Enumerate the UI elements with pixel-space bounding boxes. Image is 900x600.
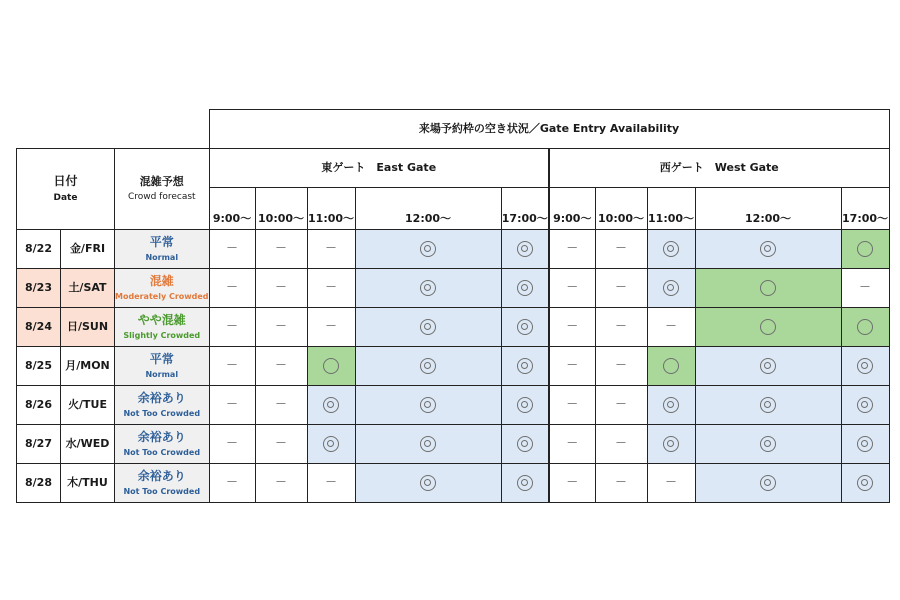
east-time-1: 10:00～: [255, 188, 307, 230]
west-slot-cell: [549, 308, 595, 347]
circle-icon: [323, 358, 339, 374]
date-header-en: Date: [53, 192, 78, 203]
unavailable-dash: －: [566, 436, 579, 451]
east-slot-cell: [501, 230, 549, 269]
crowd-forecast-jp: やや混雑: [137, 313, 186, 327]
double-circle-icon: [857, 358, 873, 374]
east-slot-cell: [501, 269, 549, 308]
east-slot-cell: [355, 347, 501, 386]
east-slot-cell: [307, 230, 355, 269]
double-circle-icon: [420, 319, 436, 335]
east-slot-cell: [255, 269, 307, 308]
west-gate-header: 西ゲート West Gate: [549, 149, 889, 188]
unavailable-dash: －: [275, 358, 288, 373]
crowd-forecast-en: Slightly Crowded: [123, 330, 201, 340]
east-gate-header: 東ゲート East Gate: [209, 149, 549, 188]
table-row: [17, 230, 890, 269]
date-cell: 8/28: [17, 464, 61, 503]
west-time-4: 17:00～: [841, 188, 889, 230]
double-circle-icon: [420, 241, 436, 257]
unavailable-dash: －: [226, 319, 239, 334]
west-slot-cell: [647, 464, 695, 503]
east-slot-cell: [501, 464, 549, 503]
west-slot-cell: [841, 386, 889, 425]
crowd-forecast-en: Moderately Crowded: [115, 291, 209, 301]
unavailable-dash: －: [566, 280, 579, 295]
unavailable-dash: －: [275, 280, 288, 295]
circle-icon: [760, 280, 776, 296]
unavailable-dash: －: [665, 319, 678, 334]
date-cell: 8/22: [17, 230, 61, 269]
crowd-forecast-jp: 平常: [149, 352, 174, 366]
unavailable-dash: －: [615, 358, 628, 373]
table-row: [17, 425, 890, 464]
double-circle-icon: [760, 358, 776, 374]
west-slot-cell: [595, 230, 647, 269]
west-slot-cell: [549, 269, 595, 308]
double-circle-icon: [663, 280, 679, 296]
crowd-forecast-jp: 混雑: [149, 274, 174, 288]
crowd-forecast-cell: [115, 386, 210, 425]
west-time-3: 12:00～: [695, 188, 841, 230]
east-slot-cell: [355, 425, 501, 464]
date-header: [17, 149, 115, 230]
double-circle-icon: [663, 241, 679, 257]
unavailable-dash: －: [226, 475, 239, 490]
unavailable-dash: －: [275, 397, 288, 412]
availability-table: [16, 109, 890, 503]
date-cell: 8/25: [17, 347, 61, 386]
day-cell: 金/FRI: [61, 230, 115, 269]
double-circle-icon: [517, 280, 533, 296]
west-time-0: 9:00～: [549, 188, 595, 230]
east-slot-cell: [255, 230, 307, 269]
west-slot-cell: [595, 386, 647, 425]
west-slot-cell: [647, 230, 695, 269]
double-circle-icon: [857, 436, 873, 452]
west-slot-cell: [841, 425, 889, 464]
unavailable-dash: －: [665, 475, 678, 490]
east-time-0: 9:00～: [209, 188, 255, 230]
double-circle-icon: [663, 397, 679, 413]
unavailable-dash: －: [226, 358, 239, 373]
west-slot-cell: [695, 386, 841, 425]
circle-icon: [857, 241, 873, 257]
east-slot-cell: [307, 464, 355, 503]
west-slot-cell: [647, 347, 695, 386]
west-slot-cell: [695, 230, 841, 269]
unavailable-dash: －: [615, 241, 628, 256]
table-row: [17, 308, 890, 347]
double-circle-icon: [517, 358, 533, 374]
double-circle-icon: [760, 241, 776, 257]
west-slot-cell: [841, 347, 889, 386]
double-circle-icon: [420, 397, 436, 413]
crowd-forecast-cell: [115, 269, 210, 308]
east-slot-cell: [255, 386, 307, 425]
crowd-forecast-en: Not Too Crowded: [123, 447, 201, 457]
double-circle-icon: [760, 475, 776, 491]
unavailable-dash: －: [275, 475, 288, 490]
crowd-forecast-cell: [115, 347, 210, 386]
west-slot-cell: [695, 269, 841, 308]
unavailable-dash: －: [615, 319, 628, 334]
double-circle-icon: [420, 358, 436, 374]
unavailable-dash: －: [325, 475, 338, 490]
unavailable-dash: －: [615, 436, 628, 451]
west-slot-cell: [549, 347, 595, 386]
crowd-forecast-cell: [115, 230, 210, 269]
east-slot-cell: [355, 386, 501, 425]
west-slot-cell: [647, 386, 695, 425]
unavailable-dash: －: [566, 397, 579, 412]
day-cell: 日/SUN: [61, 308, 115, 347]
unavailable-dash: －: [615, 475, 628, 490]
unavailable-dash: －: [275, 241, 288, 256]
data-rows: [17, 230, 890, 503]
unavailable-dash: －: [325, 241, 338, 256]
circle-icon: [663, 358, 679, 374]
double-circle-icon: [857, 475, 873, 491]
crowd-forecast-en: Normal: [145, 252, 179, 262]
unavailable-dash: －: [226, 280, 239, 295]
east-slot-cell: [209, 230, 255, 269]
crowd-forecast-en: Not Too Crowded: [123, 408, 201, 418]
east-slot-cell: [355, 230, 501, 269]
double-circle-icon: [323, 436, 339, 452]
west-slot-cell: [549, 386, 595, 425]
crowd-forecast-jp: 余裕あり: [137, 391, 186, 405]
east-slot-cell: [209, 425, 255, 464]
east-slot-cell: [307, 386, 355, 425]
unavailable-dash: －: [325, 319, 338, 334]
day-cell: 火/TUE: [61, 386, 115, 425]
table-row: [17, 269, 890, 308]
day-cell: 月/MON: [61, 347, 115, 386]
day-cell: 土/SAT: [61, 269, 115, 308]
west-slot-cell: [549, 464, 595, 503]
double-circle-icon: [323, 397, 339, 413]
table-row: [17, 347, 890, 386]
table-row: [17, 464, 890, 503]
crowd-forecast-cell: [115, 464, 210, 503]
east-slot-cell: [209, 308, 255, 347]
east-time-3: 12:00～: [355, 188, 501, 230]
east-slot-cell: [501, 425, 549, 464]
west-slot-cell: [695, 464, 841, 503]
west-slot-cell: [595, 347, 647, 386]
table-title: 来場予約枠の空き状況／Gate Entry Availability: [209, 110, 889, 149]
west-slot-cell: [549, 425, 595, 464]
east-slot-cell: [255, 425, 307, 464]
east-slot-cell: [501, 308, 549, 347]
crowd-forecast-jp: 平常: [149, 235, 174, 249]
crowd-forecast-jp: 余裕あり: [137, 430, 186, 444]
west-slot-cell: [841, 464, 889, 503]
unavailable-dash: －: [325, 280, 338, 295]
west-slot-cell: [595, 308, 647, 347]
crowd-header: [115, 149, 210, 230]
west-time-1: 10:00～: [595, 188, 647, 230]
double-circle-icon: [420, 436, 436, 452]
unavailable-dash: －: [275, 436, 288, 451]
east-time-4: 17:00～: [501, 188, 549, 230]
crowd-header-jp: 混雑予想: [139, 174, 184, 188]
east-slot-cell: [209, 347, 255, 386]
unavailable-dash: －: [566, 319, 579, 334]
west-slot-cell: [841, 269, 889, 308]
east-slot-cell: [307, 269, 355, 308]
day-cell: 水/WED: [61, 425, 115, 464]
east-slot-cell: [307, 347, 355, 386]
crowd-forecast-jp: 余裕あり: [137, 469, 186, 483]
east-slot-cell: [355, 269, 501, 308]
double-circle-icon: [517, 241, 533, 257]
blank-corner: [17, 110, 210, 149]
crowd-forecast-cell: [115, 308, 210, 347]
west-slot-cell: [695, 308, 841, 347]
day-cell: 木/THU: [61, 464, 115, 503]
double-circle-icon: [420, 280, 436, 296]
east-slot-cell: [307, 425, 355, 464]
west-slot-cell: [841, 308, 889, 347]
circle-icon: [760, 319, 776, 335]
east-slot-cell: [307, 308, 355, 347]
east-slot-cell: [209, 386, 255, 425]
unavailable-dash: －: [566, 475, 579, 490]
west-slot-cell: [841, 230, 889, 269]
date-cell: 8/26: [17, 386, 61, 425]
date-cell: 8/23: [17, 269, 61, 308]
date-cell: 8/27: [17, 425, 61, 464]
east-slot-cell: [209, 464, 255, 503]
west-slot-cell: [595, 425, 647, 464]
west-slot-cell: [695, 425, 841, 464]
unavailable-dash: －: [615, 280, 628, 295]
east-slot-cell: [209, 269, 255, 308]
double-circle-icon: [517, 397, 533, 413]
unavailable-dash: －: [859, 280, 872, 295]
table-row: [17, 386, 890, 425]
unavailable-dash: －: [226, 436, 239, 451]
double-circle-icon: [760, 397, 776, 413]
double-circle-icon: [857, 397, 873, 413]
east-slot-cell: [355, 308, 501, 347]
east-slot-cell: [355, 464, 501, 503]
double-circle-icon: [517, 475, 533, 491]
unavailable-dash: －: [226, 241, 239, 256]
crowd-forecast-cell: [115, 425, 210, 464]
west-slot-cell: [647, 425, 695, 464]
double-circle-icon: [663, 436, 679, 452]
west-slot-cell: [595, 269, 647, 308]
east-slot-cell: [255, 464, 307, 503]
west-slot-cell: [549, 230, 595, 269]
west-slot-cell: [647, 269, 695, 308]
unavailable-dash: －: [226, 397, 239, 412]
west-slot-cell: [695, 347, 841, 386]
unavailable-dash: －: [566, 358, 579, 373]
double-circle-icon: [760, 436, 776, 452]
east-time-2: 11:00～: [307, 188, 355, 230]
west-slot-cell: [647, 308, 695, 347]
east-slot-cell: [255, 308, 307, 347]
crowd-header-en: Crowd forecast: [127, 192, 196, 203]
date-header-jp: 日付: [53, 173, 78, 188]
west-slot-cell: [595, 464, 647, 503]
double-circle-icon: [517, 319, 533, 335]
double-circle-icon: [420, 475, 436, 491]
double-circle-icon: [517, 436, 533, 452]
unavailable-dash: －: [566, 241, 579, 256]
date-cell: 8/24: [17, 308, 61, 347]
crowd-forecast-en: Not Too Crowded: [123, 486, 201, 496]
east-slot-cell: [255, 347, 307, 386]
crowd-forecast-en: Normal: [145, 369, 179, 379]
east-slot-cell: [501, 386, 549, 425]
unavailable-dash: －: [615, 397, 628, 412]
west-time-2: 11:00～: [647, 188, 695, 230]
circle-icon: [857, 319, 873, 335]
east-slot-cell: [501, 347, 549, 386]
unavailable-dash: －: [275, 319, 288, 334]
